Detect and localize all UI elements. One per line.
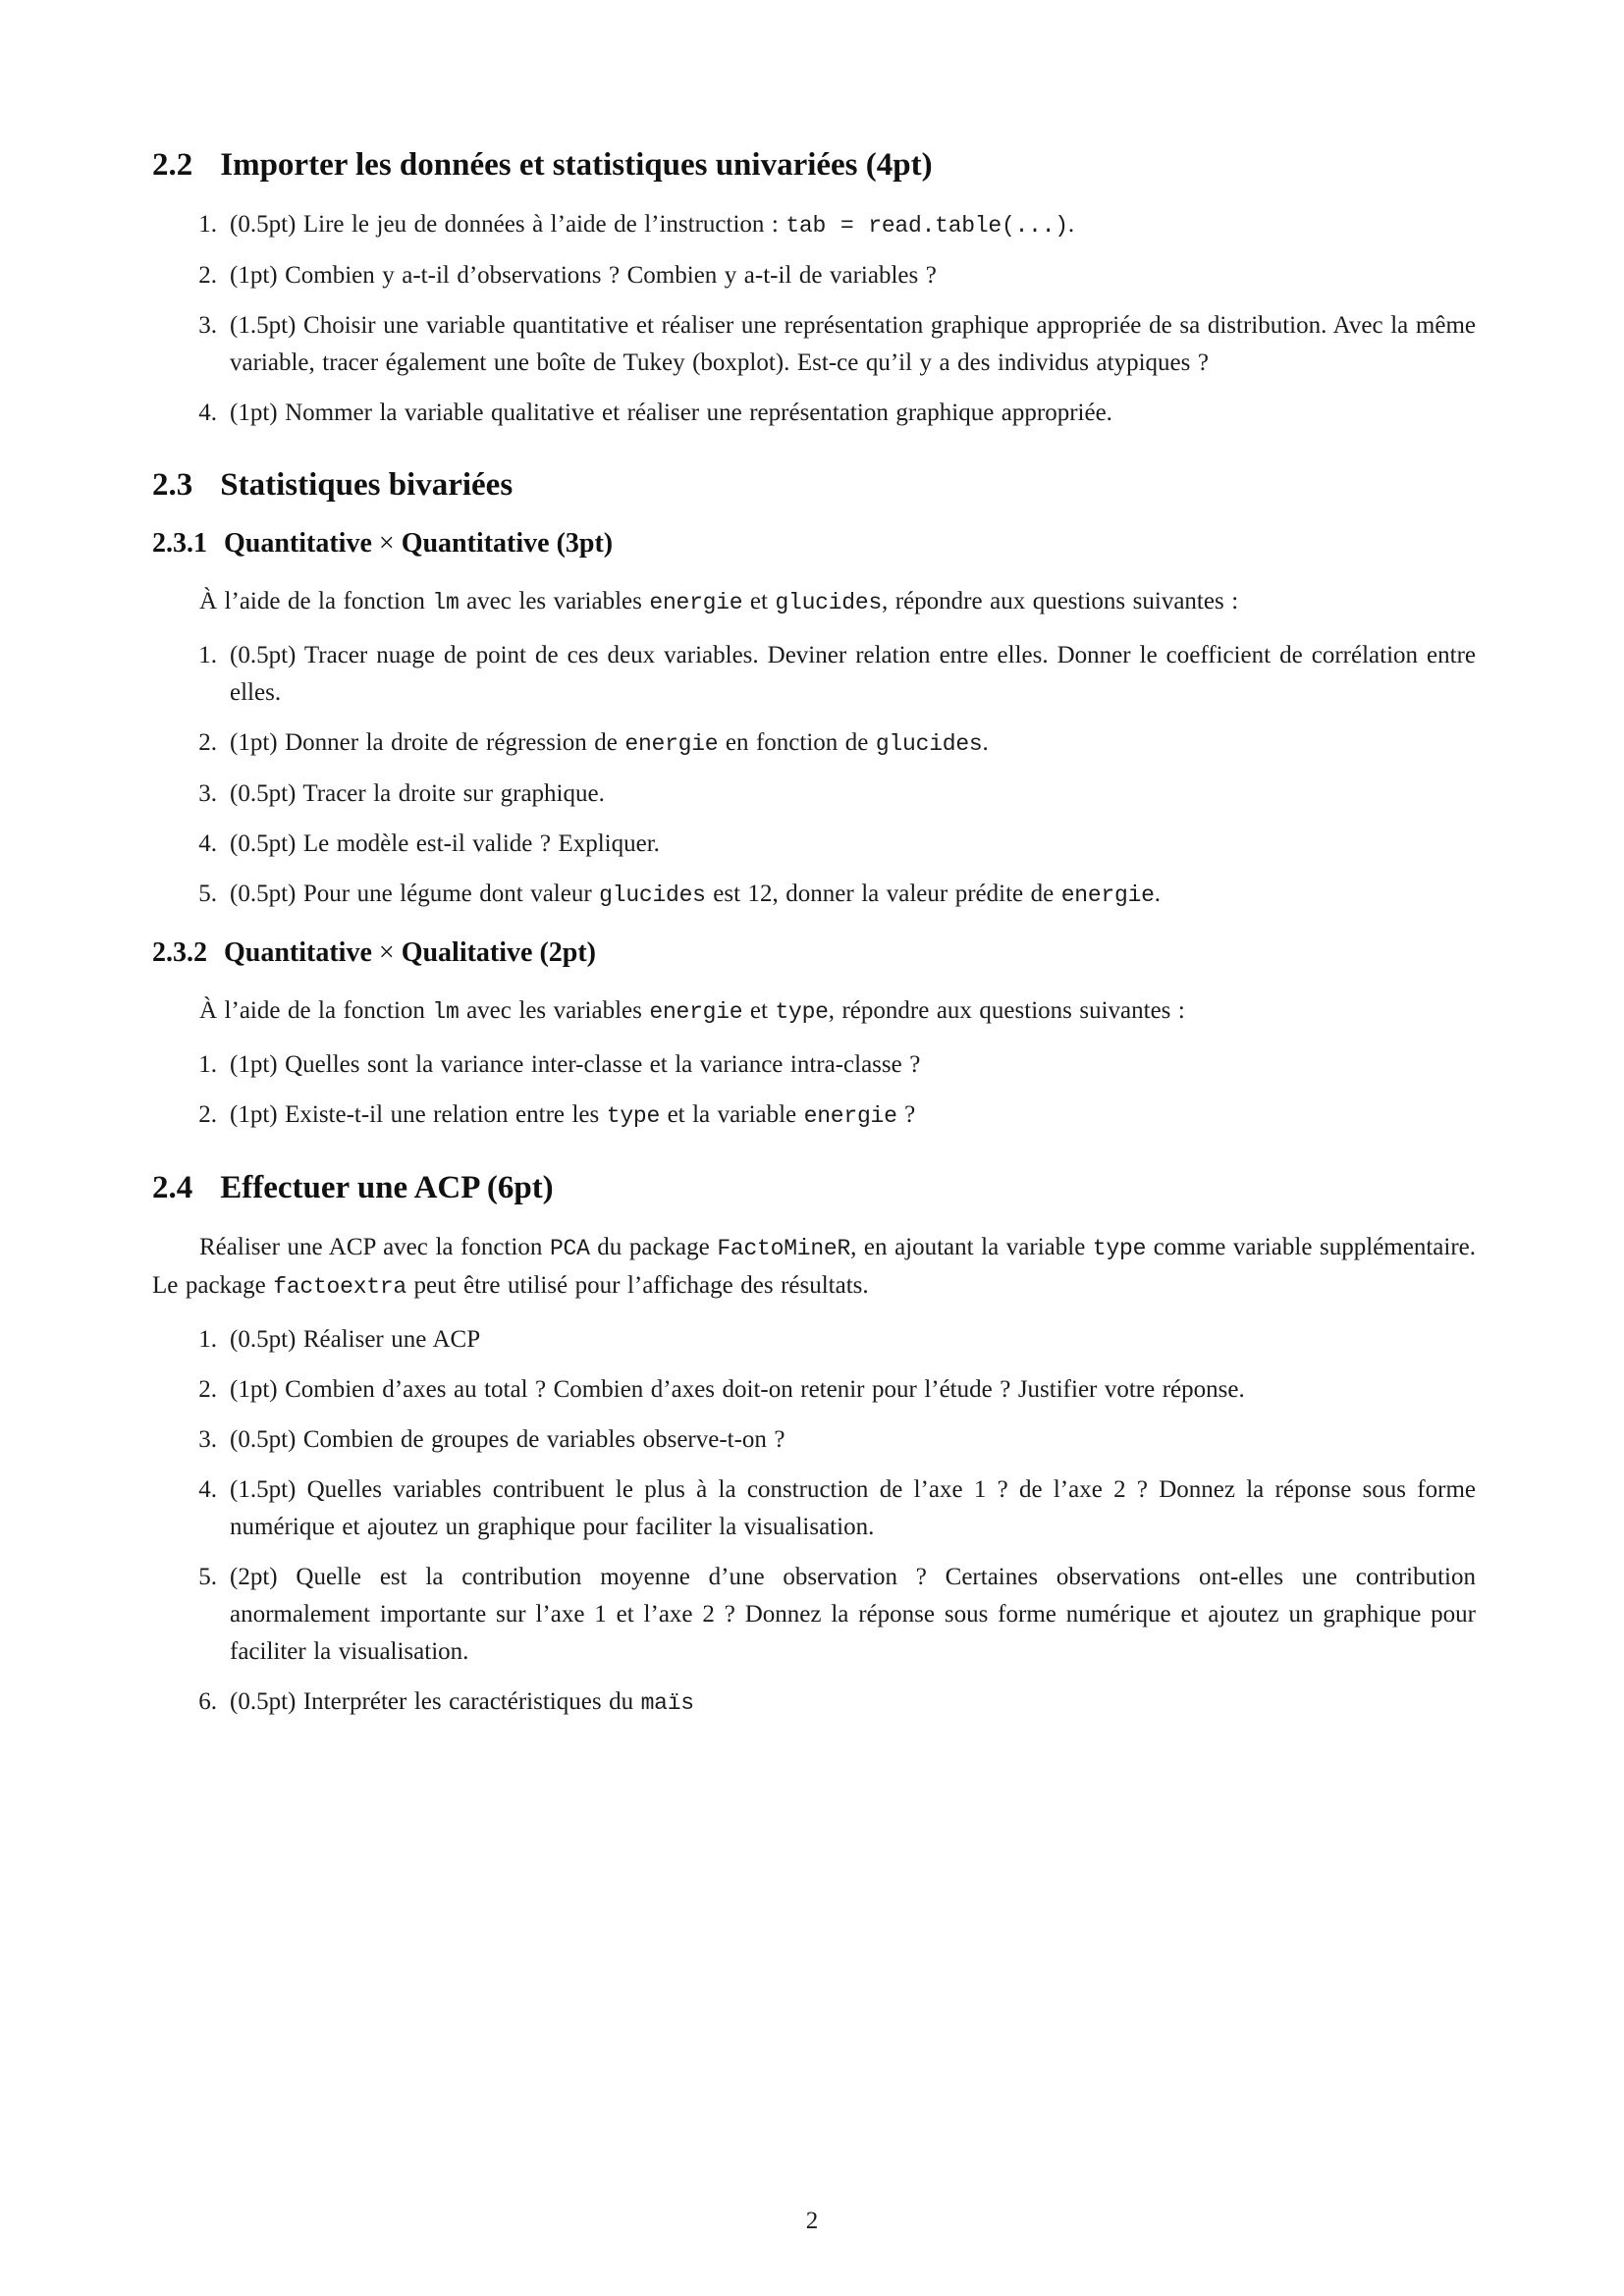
text-run: . (1154, 881, 1161, 907)
text-run: À l’aide de la fonction (199, 588, 433, 614)
text-run: (0.5pt) Interpréter les caractéristiques du (230, 1688, 641, 1715)
section-title (220, 1170, 553, 1205)
text-run: (1pt) Donner la droite de régression de (230, 729, 625, 756)
question-item (152, 1421, 1476, 1459)
section-2.3 (152, 465, 1476, 505)
item-number: 3. (198, 1426, 217, 1453)
question-item (152, 395, 1476, 432)
text-run: (1pt) Combien y a-t-il d’observations ? Combien y a-t-il de variables ? (230, 262, 937, 289)
item-number: 5. (198, 1564, 217, 1590)
text-run: Qualitative (2pt) (394, 937, 596, 968)
inline-code: energie (1060, 882, 1155, 908)
text-run: est 12, donner la valeur prédite de (705, 881, 1061, 907)
text-run: (1pt) Nommer la variable qualitative et réaliser une représentation graphique appropriée. (230, 400, 1112, 426)
item-text (230, 1564, 1476, 1665)
paragraph (152, 992, 1476, 1031)
item-number: 2. (198, 1101, 217, 1128)
text-run: en fonction de (718, 729, 876, 756)
item-text (230, 1688, 694, 1715)
inline-code: type (775, 999, 829, 1025)
section-2.2 (152, 145, 1476, 432)
section-title (220, 147, 932, 183)
question-item (152, 826, 1476, 863)
item-number: 2. (198, 262, 217, 289)
text-run: (0.5pt) Le modèle est-il valide ? Expliquer. (230, 830, 660, 857)
inline-code: tab = read.table(...) (785, 213, 1068, 239)
question-item (152, 257, 1476, 294)
question-item (152, 1046, 1476, 1084)
question-list (152, 1321, 1476, 1722)
inline-code: energie (649, 999, 743, 1025)
text-run: Quantitative (224, 937, 379, 968)
item-number: 1. (198, 642, 217, 668)
text-run: (2pt) Quelle est la contribution moyenne d’une observation ? Certaines observations ont-elles une contribution anormalement importante sur l’axe 1 et l’axe 2 ? Donnez la réponse sous forme numérique et ajoutez un graphique pour faciliter la visualisation. (230, 1564, 1476, 1665)
inline-code: FactoMineR (717, 1236, 851, 1261)
section-number: 2.4 (152, 1170, 193, 1205)
text-run: À l’aide de la fonction (199, 997, 433, 1024)
text-run: Réaliser une ACP avec la fonction (199, 1234, 550, 1260)
text-run: (0.5pt) Réaliser une ACP (230, 1326, 481, 1353)
text-run: (0.5pt) Tracer la droite sur graphique. (230, 780, 605, 807)
item-text (230, 211, 1074, 238)
question-item (152, 1096, 1476, 1135)
item-number: 5. (198, 881, 217, 907)
inline-code: glucides (599, 882, 706, 908)
item-number: 1. (198, 211, 217, 238)
text-run: et la variable (660, 1101, 804, 1128)
item-number: 3. (198, 312, 217, 339)
text-run: Importer les données et statistiques univariées (4pt) (220, 147, 933, 183)
question-item (152, 775, 1476, 813)
item-number: 4. (198, 400, 217, 426)
item-text (230, 1376, 1245, 1403)
paragraph (152, 583, 1476, 621)
question-list (152, 206, 1476, 432)
question-item (152, 1471, 1476, 1546)
inline-code: glucides (875, 731, 983, 757)
text-run: (0.5pt) Combien de groupes de variables observe-t-on ? (230, 1426, 785, 1453)
question-item (152, 1683, 1476, 1722)
item-text (230, 881, 1161, 907)
question-item (152, 1559, 1476, 1671)
inline-code: energie (649, 590, 743, 615)
section-number: 2.3.1 (152, 528, 207, 559)
item-number: 4. (198, 1476, 217, 1503)
inline-code: maïs (640, 1690, 694, 1716)
text-run: peut être utilisé pour l’affichage des résultats. (406, 1272, 869, 1299)
question-item (152, 876, 1476, 914)
item-text (230, 1476, 1476, 1540)
subsection-heading (152, 935, 1476, 971)
text-run: (0.5pt) Lire le jeu de données à l’aide de l’instruction : (230, 211, 786, 238)
paragraph (152, 1229, 1476, 1306)
item-text (230, 1051, 920, 1078)
item-text (230, 1326, 480, 1353)
inline-code: glucides (775, 590, 883, 615)
section-2.3.1 (152, 526, 1476, 914)
item-number: 1. (198, 1051, 217, 1078)
times-symbol: × (378, 528, 395, 559)
question-item (152, 1321, 1476, 1359)
question-item (152, 724, 1476, 763)
section-number: 2.3 (152, 467, 193, 503)
text-run: du package (589, 1234, 718, 1260)
inline-code: lm (432, 590, 460, 615)
item-text (230, 1101, 915, 1128)
text-run: ? (896, 1101, 916, 1128)
question-item (152, 637, 1476, 712)
text-run: . (1067, 211, 1075, 238)
item-number: 1. (198, 1326, 217, 1353)
item-text (230, 780, 605, 807)
section-title (224, 528, 613, 559)
inline-code: PCA (549, 1236, 590, 1261)
item-number: 3. (198, 780, 217, 807)
text-run: , répondre aux questions suivantes : (828, 997, 1185, 1024)
text-run: (1pt) Combien d’axes au total ? Combien d’axes doit-on retenir pour l’étude ? Justifier votre réponse. (230, 1376, 1245, 1403)
item-text (230, 1426, 785, 1453)
text-run: (0.5pt) Tracer nuage de point de ces deux variables. Deviner relation entre elles. Donner le coefficient de corrélation entre elles. (230, 642, 1476, 706)
inline-code: lm (432, 999, 460, 1025)
text-run: comme variable supplémentaire. Le package (152, 1234, 1476, 1299)
section-heading (152, 465, 1476, 505)
text-run: (0.5pt) Pour une légume dont valeur (230, 881, 600, 907)
text-run: Statistiques bivariées (220, 467, 514, 503)
inline-code: type (606, 1103, 661, 1129)
text-run: (1pt) Quelles sont la variance inter-classe et la variance intra-classe ? (230, 1051, 921, 1078)
section-title (224, 937, 596, 968)
section-2.4 (152, 1168, 1476, 1722)
inline-code: energie (803, 1103, 897, 1129)
text-run: Quantitative (224, 528, 379, 559)
inline-code: factoextra (273, 1274, 406, 1300)
text-run: Quantitative (3pt) (394, 528, 614, 559)
section-heading (152, 1168, 1476, 1207)
question-list (152, 637, 1476, 914)
text-run: et (742, 588, 776, 614)
item-text (230, 729, 989, 756)
section-heading (152, 145, 1476, 185)
text-run: (1.5pt) Quelles variables contribuent le plus à la construction de l’axe 1 ? de l’axe 2 ? Donnez la réponse sous forme numérique et ajoutez un graphique pour faciliter la visualisation. (230, 1476, 1476, 1540)
section-number: 2.3.2 (152, 937, 207, 968)
text-run: . (982, 729, 989, 756)
item-text (230, 830, 660, 857)
text-run: , répondre aux questions suivantes : (882, 588, 1239, 614)
item-text (230, 642, 1476, 706)
item-number: 4. (198, 830, 217, 857)
document-content (152, 145, 1476, 1735)
item-number: 2. (198, 1376, 217, 1403)
item-number: 2. (198, 729, 217, 756)
item-number: 6. (198, 1688, 217, 1715)
section-number: 2.2 (152, 147, 193, 183)
section-title (220, 467, 513, 503)
question-item (152, 307, 1476, 382)
page-number: 2 (805, 2208, 819, 2234)
item-text (230, 400, 1112, 426)
inline-code: type (1092, 1236, 1147, 1261)
subsection-heading (152, 526, 1476, 561)
section-2.3.2 (152, 935, 1476, 1135)
text-run: (1pt) Existe-t-il une relation entre les (230, 1101, 607, 1128)
text-run: et (742, 997, 776, 1024)
text-run: (1.5pt) Choisir une variable quantitative et réaliser une représentation graphique appropriée de sa distribution. Avec la même variable, tracer également une boîte de Tukey (boxplot). Est-ce qu’il y a des individus atypiques ? (230, 312, 1476, 376)
item-text (230, 312, 1476, 376)
question-item (152, 1371, 1476, 1409)
item-text (230, 262, 937, 289)
times-symbol: × (378, 937, 395, 968)
question-list (152, 1046, 1476, 1135)
text-run: avec les variables (459, 588, 650, 614)
inline-code: energie (624, 731, 719, 757)
text-run: Effectuer une ACP (6pt) (220, 1170, 554, 1205)
text-run: avec les variables (459, 997, 650, 1024)
question-item (152, 206, 1476, 244)
text-run: , en ajoutant la variable (850, 1234, 1093, 1260)
